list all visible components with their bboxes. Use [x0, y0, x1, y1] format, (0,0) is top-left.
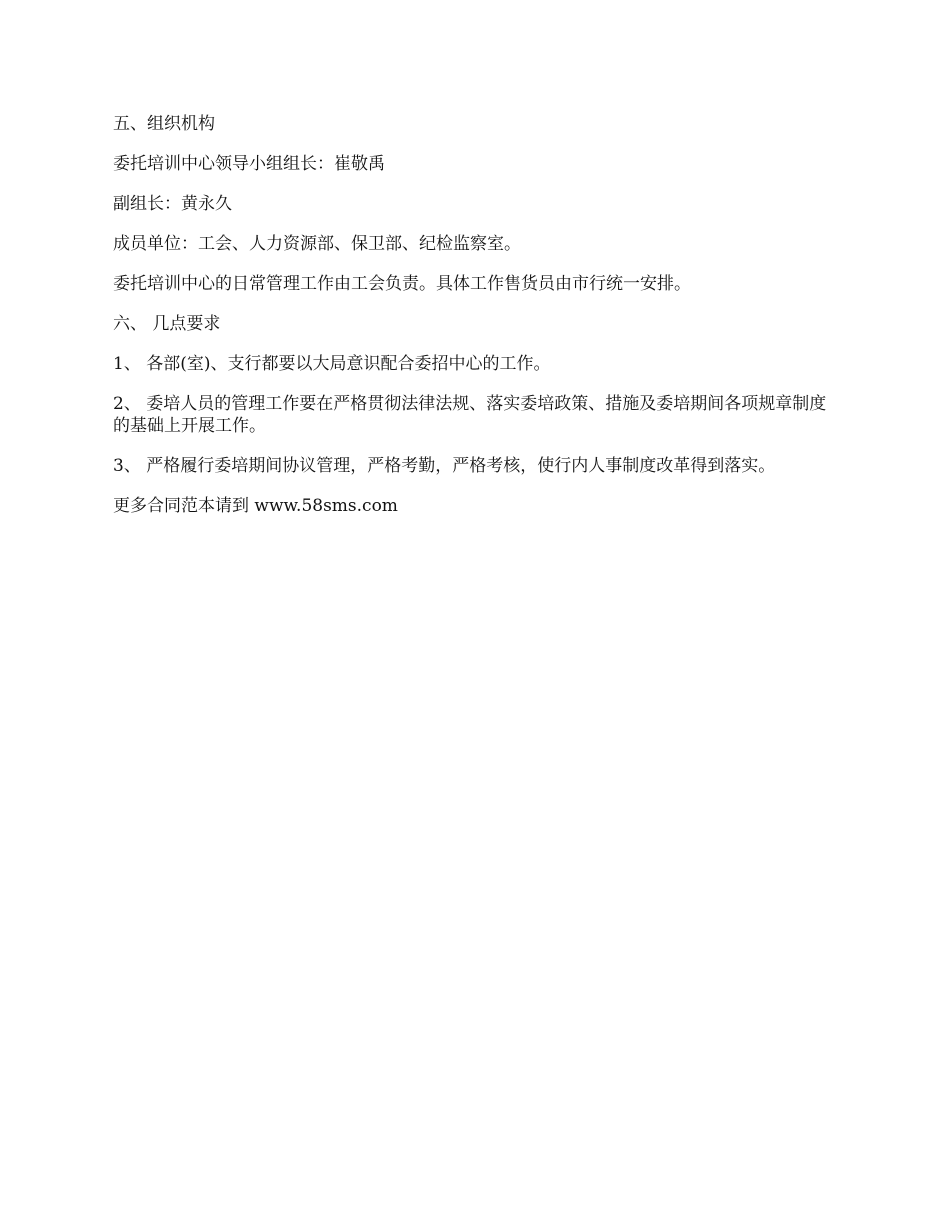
- member-units-line: 成员单位：工会、人力资源部、保卫部、纪检监察室。: [113, 234, 521, 254]
- requirement-item-1: [113, 353, 839, 375]
- requirement-text: 严格履行委培期间协议管理，严格考勤，严格考核，使行内人事制度改革得到落实。: [146, 456, 776, 476]
- requirement-text: 委培人员的管理工作要在严格贯彻法律法规、落实委培政策、措施及委培期间各项规章制度的基础上开展工作。: [113, 394, 827, 436]
- document-page: [113, 113, 839, 517]
- management-line: 委托培训中心的日常管理工作由工会负责。具体工作售货员由市行统一安排。: [113, 274, 691, 294]
- footer-link-line: 更多合同范本请到 www.58sms.com: [113, 496, 398, 516]
- section-heading-organization: 五、组织机构: [113, 114, 215, 134]
- requirement-item-3: [113, 455, 839, 477]
- requirement-number: 1、: [113, 354, 141, 374]
- requirement-text: 各部(室)、支行都要以大局意识配合委招中心的工作。: [146, 354, 551, 374]
- requirement-item-2: [113, 393, 839, 437]
- section-heading-requirements: 六、 几点要求: [113, 314, 221, 334]
- requirement-number: 3、: [113, 456, 141, 476]
- deputy-leader-line: 副组长：黄永久: [113, 194, 232, 214]
- leader-line: 委托培训中心领导小组组长：崔敬禹: [113, 154, 385, 174]
- requirement-number: 2、: [113, 394, 141, 414]
